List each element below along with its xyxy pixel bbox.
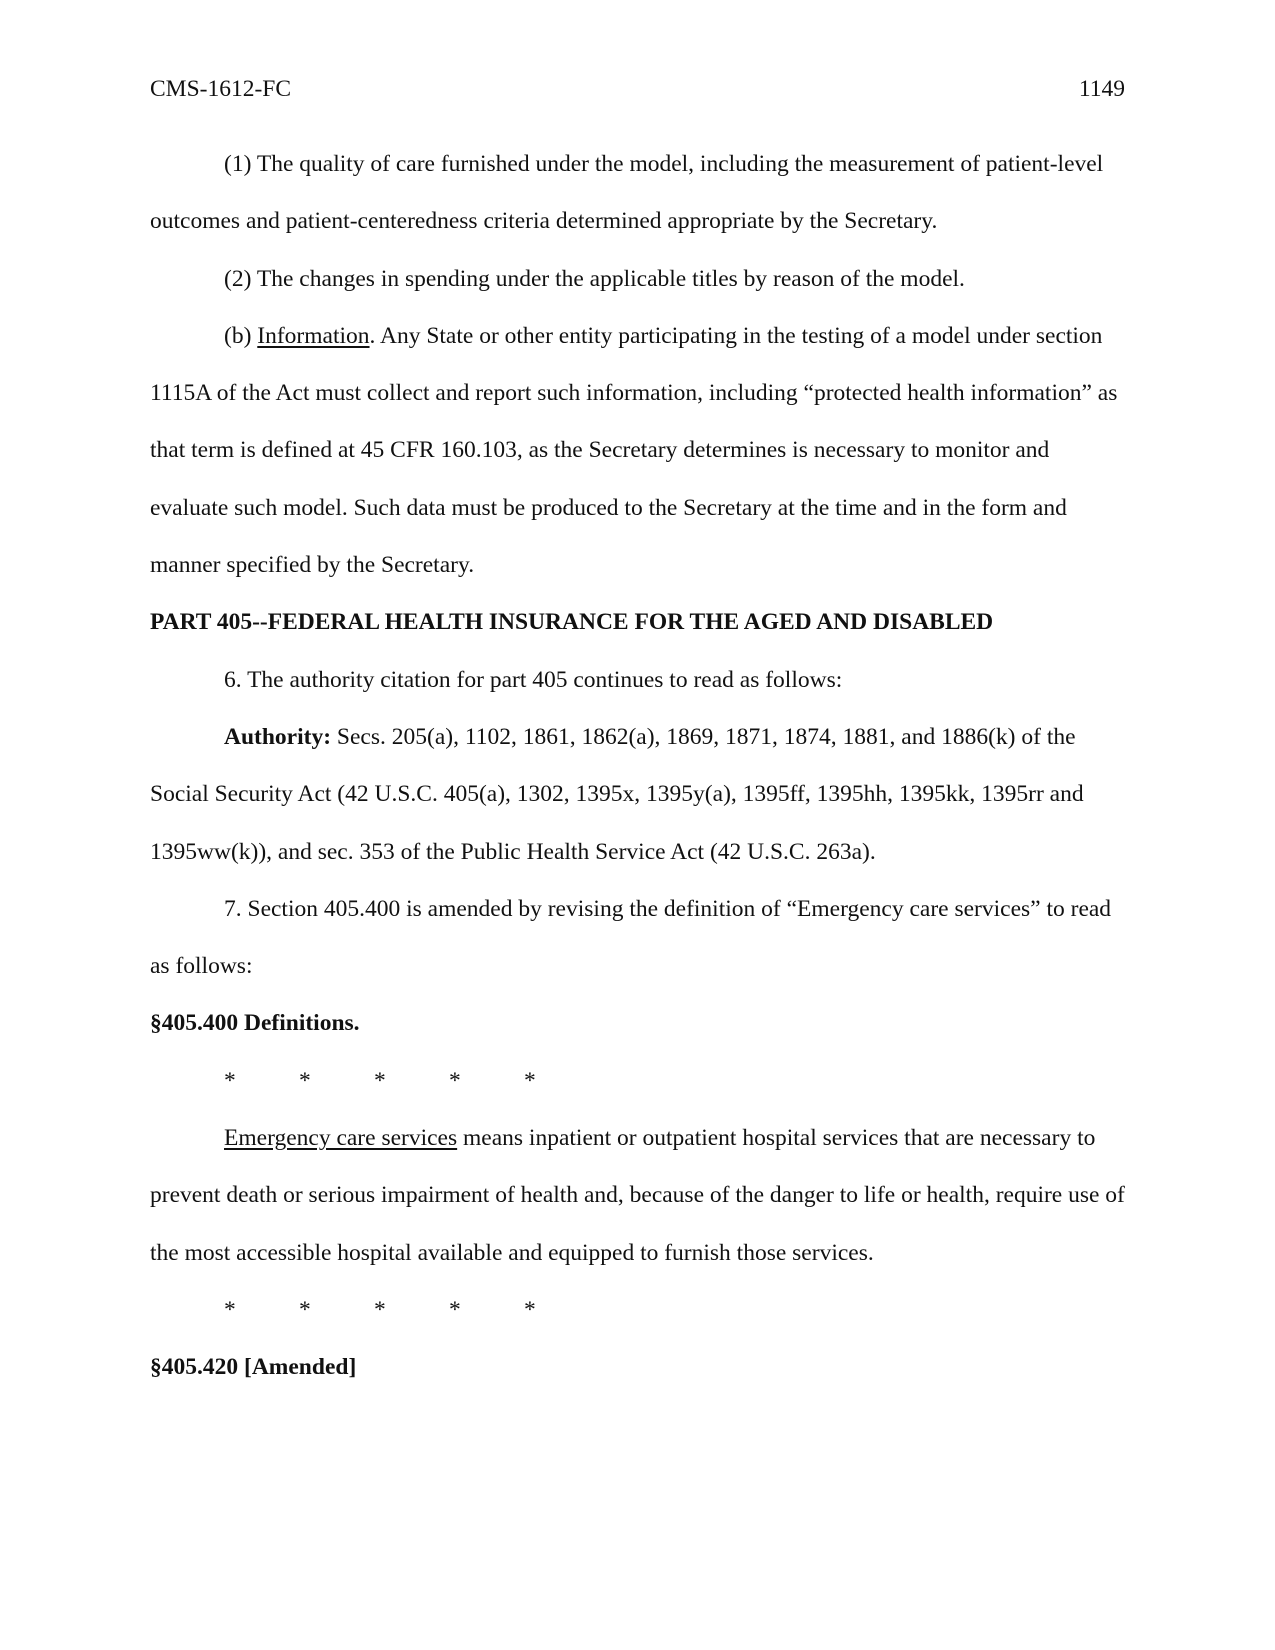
star: *	[224, 1067, 236, 1094]
part-heading: PART 405--FEDERAL HEALTH INSURANCE FOR THE AGED AND DISABLED	[150, 609, 994, 636]
document-page	[150, 0, 1125, 1650]
omission-stars	[150, 1053, 1125, 1110]
paragraph-authority	[150, 709, 1125, 881]
star: *	[299, 1296, 311, 1323]
omission-stars	[150, 1282, 1125, 1339]
paragraph-authority-citation-intro: 6. The authority citation for part 405 continues to read as follows:	[224, 666, 843, 693]
section-heading-405-400: §405.400 Definitions.	[150, 1010, 360, 1037]
paragraph-quality-of-care: (1) The quality of care furnished under the model, including the measurement of patient-level outcomes and patient-centeredness criteria determined appropriate by the Secretary.	[150, 151, 1104, 235]
paragraph-section-amendment: 7. Section 405.400 is amended by revising the definition of “Emergency care services” to read as follows:	[150, 895, 1112, 980]
star: *	[524, 1296, 536, 1323]
authority-label: Authority:	[224, 723, 332, 750]
star: *	[449, 1067, 461, 1094]
paragraph-text: . Any State or other entity participating in the testing of a model under section 1115A of the Act must collect and report such information, including “protected health information” as that term is defined at 45 CFR 160.103, as the Secretary determines is necessary to monitor and evaluate such model. Such data must be produced to the Secretary at the time and in the form and manner specified by the Secretary.	[150, 322, 1118, 579]
document-body	[150, 136, 1125, 1397]
star: *	[524, 1067, 536, 1094]
paragraph-changes-in-spending: (2) The changes in spending under the applicable titles by reason of the model.	[224, 265, 965, 292]
definition-text: means inpatient or outpatient hospital services that are necessary to prevent death or serious impairment of health and, because of the danger to life or health, require use of the most accessible hospital available and equipped to furnish those services.	[150, 1125, 1125, 1266]
paragraph-information	[150, 308, 1125, 594]
star: *	[374, 1296, 386, 1323]
star: *	[374, 1067, 386, 1094]
star: *	[449, 1296, 461, 1323]
star: *	[224, 1296, 236, 1323]
defined-term-emergency-care-services: Emergency care services	[224, 1125, 458, 1152]
running-header	[150, 74, 1125, 104]
page-number: 1149	[1078, 76, 1125, 102]
paragraph-label: (b)	[224, 322, 258, 349]
definition-emergency-care-services	[150, 1110, 1125, 1282]
authority-text: Secs. 205(a), 1102, 1861, 1862(a), 1869, 1871, 1874, 1881, and 1886(k) of the Social Security Act (42 U.S.C. 405(a), 1302, 1395x, 1395y(a), 1395ff, 1395hh, 1395kk, 1395rr and 1395ww(k)), and sec. 353 of the Public Health Service Act (42 U.S.C. 263a).	[150, 723, 1084, 865]
defined-term-information: Information	[257, 322, 370, 349]
section-heading-405-420: §405.420 [Amended]	[150, 1354, 357, 1381]
document-id: CMS-1612-FC	[150, 76, 292, 102]
star: *	[299, 1067, 311, 1094]
